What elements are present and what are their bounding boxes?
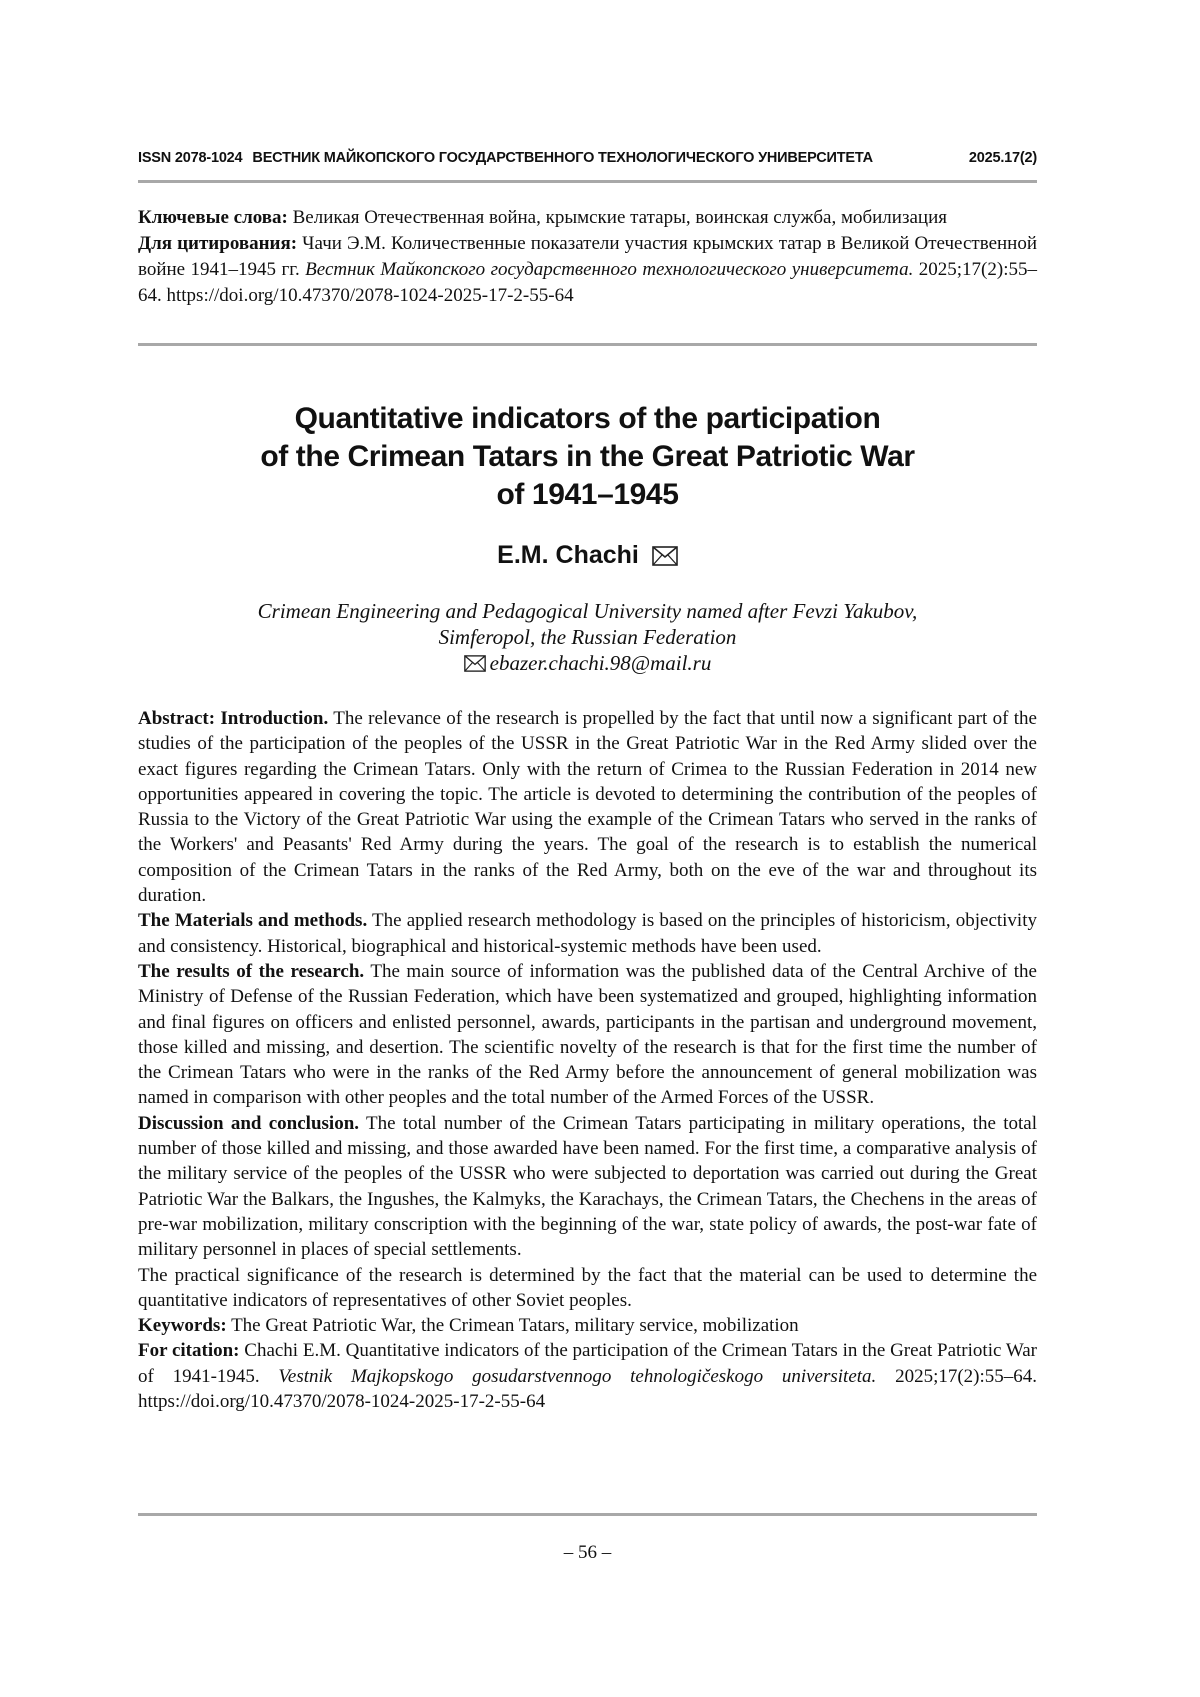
page-number: – 56 – (563, 1542, 612, 1563)
introduction-label: Abstract: Introduction. (138, 708, 329, 729)
abstract-keywords (138, 1313, 1037, 1338)
ru-keywords (138, 205, 1037, 231)
header-issn: ISSN 2078-1024 (138, 150, 243, 166)
ru-citation-label: Для цитирования: (138, 233, 298, 254)
affiliation-city: Simferopol, the Russian Federation (438, 625, 737, 649)
author-email-link[interactable]: ebazer.chachi.98@mail.ru (489, 651, 712, 675)
citation-journal: Vestnik Majkopskogo gosudarstvennogo tehnologičeskogo universiteta. (278, 1365, 877, 1387)
results-label: The results of the research. (138, 960, 365, 982)
citation-label: For citation: (138, 1340, 240, 1362)
abstract-practical-significance: The practical significance of the research is determined by the fact that the material can be used to determine the quantitative indicators of representatives of other Soviet peoples. (138, 1264, 1037, 1311)
ru-citation (138, 231, 1037, 309)
abstract-results (138, 959, 1037, 1111)
affiliation (138, 598, 1037, 676)
author-name: E.M. Chachi (497, 541, 639, 569)
ru-citation-doi: 2025;17(2):55–64. https://doi.org/10.47370/2078-1024-2025-17-2-55-64 (138, 259, 1037, 306)
ru-keywords-label: Ключевые слова: (138, 207, 288, 228)
ru-citation-journal: Вестник Майкопского государственного технологического университета. (305, 259, 914, 280)
abstract-citation (138, 1338, 1037, 1414)
article-title (138, 400, 1037, 514)
keywords-text: The Great Patriotic War, the Crimean Tatars, military service, mobilization (231, 1315, 799, 1337)
header-journal-title: ВЕСТНИК МАЙКОПСКОГО ГОСУДАРСТВЕННОГО ТЕХНОЛОГИЧЕСКОГО УНИВЕРСИТЕТА (252, 150, 873, 166)
abstract-methods (138, 908, 1037, 959)
discussion-text: The total number of the Crimean Tatars participating in military operations, the total number of those killed and missing, and those awarded have been named. For the first time, a comparative analysis of the military service of the peoples of the USSR who were subjected to deportation was carried out during the Great Patriotic War the Balkars, the Ingushes, the Kalmyks, the Karachays, the Crimean Tatars, the Chechens in the areas of pre-war mobilization, military conscription with the beginning of the war, state policy of awards, the post-war fate of military personnel in places of special settlements. (138, 1112, 1037, 1261)
abstract (138, 706, 1037, 1414)
ru-keywords-text: Великая Отечественная война, крымские татары, воинская служба, мобилизация (292, 207, 947, 228)
header-rule (138, 180, 1037, 183)
affiliation-institution: Crimean Engineering and Pedagogical University named after Fevzi Yakubov, (257, 599, 918, 623)
russian-metadata (138, 205, 1037, 309)
results-text: The main source of information was the published data of the Central Archive of the Ministry of Defense of the Russian Federation, which have been systematized and grouped, highlighting information and final figures on officers and enlisted personnel, awards, participants in the partisan and underground movement, those killed and missing, and desertion. The scientific novelty of the research is that for the first time the number of the Crimean Tatars who were in the ranks of the Red Army before the announcement of general mobilization was named in comparison with other peoples and the total number of the Armed Forces of the USSR. (138, 960, 1037, 1109)
affiliation-email-line (138, 650, 1037, 676)
abstract-introduction (138, 706, 1037, 908)
envelope-icon (652, 546, 678, 566)
ru-citation-text: Чачи Э.М. Количественные показатели участия крымских татар в Великой Отечественной войне 1941–1945 гг. (138, 233, 1038, 280)
citation-doi: 2025;17(2):55–64. https://doi.org/10.47370/2078-1024-2025-17-2-55-64 (138, 1365, 1038, 1413)
methods-label: The Materials and methods. (138, 910, 368, 932)
header-issue: 2025.17(2) (968, 150, 1037, 166)
keywords-label: Keywords: (138, 1315, 227, 1337)
abstract-discussion (138, 1111, 1037, 1263)
title-line: of the Crimean Tatars in the Great Patriotic War (260, 440, 915, 473)
citation-text: Chachi E.M. Quantitative indicators of the participation of the Crimean Tatars in the Great Patriotic War of 1941-1945. (138, 1340, 1037, 1387)
section-rule (138, 343, 1037, 346)
title-line: of 1941–1945 (496, 478, 679, 511)
title-line: Quantitative indicators of the participation (294, 402, 881, 435)
introduction-text: The relevance of the research is propelled by the fact that until now a significant part of the studies of the participation of the peoples of the USSR in the Great Patriotic War in the Red Army slided over the exact figures regarding the Crimean Tatars. Only with the return of Crimea to the Russian Federation in 2014 new opportunities appeared in covering the topic. The article is devoted to determining the contribution of the peoples of Russia to the Victory of the Great Patriotic War using the example of the Crimean Tatars who served in the ranks of the Workers' and Peasants' Red Army during the years. The goal of the research is to establish the numerical composition of the Crimean Tatars in the ranks of the Red Army, both on the eve of the war and throughout its duration. (138, 708, 1037, 907)
footer-rule (138, 1513, 1037, 1516)
author-line (138, 540, 1037, 570)
envelope-icon (464, 655, 486, 672)
running-header (138, 150, 1037, 166)
methods-text: The applied research methodology is based on the principles of historicism, objectivity and consistency. Historical, biographical and historical-systemic methods have been used. (138, 910, 1037, 957)
discussion-label: Discussion and conclusion. (138, 1112, 360, 1134)
